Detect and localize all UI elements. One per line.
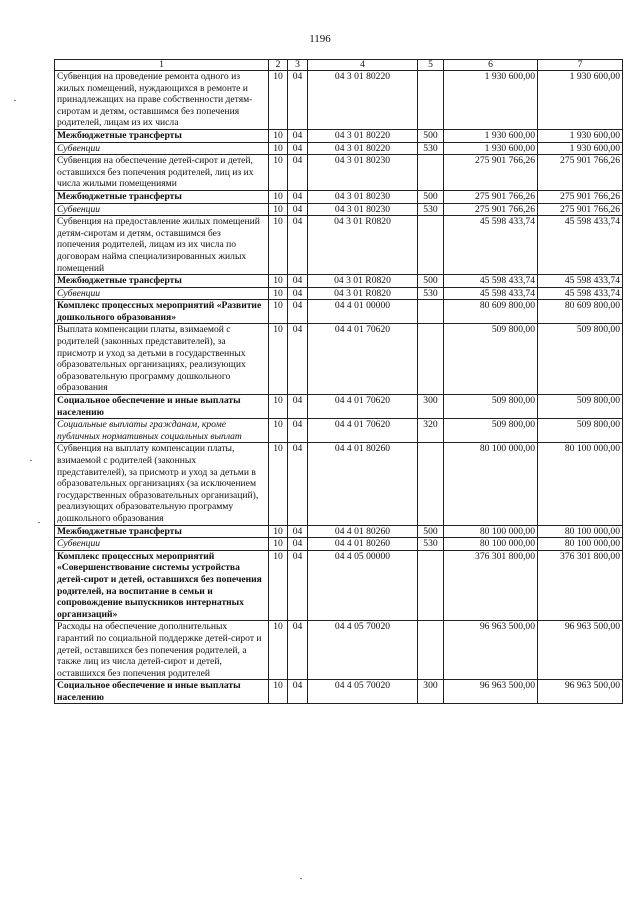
row-amount-col7: 1 930 600,00 xyxy=(538,142,623,155)
row-amount-col6: 1 930 600,00 xyxy=(444,129,538,142)
row-section: 10 xyxy=(269,550,288,621)
row-amount-col7: 509 800,00 xyxy=(538,395,623,419)
row-expense-type xyxy=(418,155,444,191)
table-row xyxy=(55,550,623,621)
row-amount-col6: 509 800,00 xyxy=(444,419,538,443)
row-section: 10 xyxy=(269,324,288,395)
budget-table xyxy=(54,59,623,704)
row-section: 10 xyxy=(269,216,288,275)
row-amount-col7: 80 609 800,00 xyxy=(538,300,623,324)
row-subsection: 04 xyxy=(288,538,308,551)
row-expense-type xyxy=(418,550,444,621)
row-amount-col6: 80 100 000,00 xyxy=(444,525,538,538)
row-expense-type xyxy=(418,443,444,525)
row-subsection: 04 xyxy=(288,300,308,324)
row-name: Субвенция на проведение ремонта одного из жилых помещений, нуждающихся в ремонте и принадлежащих на праве собственности детям-сиротам и детям, оставшимся без попечения родителей, лицам из их числа xyxy=(55,71,269,130)
row-name: Субвенция на предоставление жилых помещений детям-сиротам и детям, оставшимся без попечения родителей, лицам из их числа по договорам найма специализированных жилых помещений xyxy=(55,216,269,275)
row-amount-col7: 80 100 000,00 xyxy=(538,525,623,538)
row-subsection: 04 xyxy=(288,395,308,419)
row-name: Межбюджетные трансферты xyxy=(55,129,269,142)
row-target-article: 04 3 01 80230 xyxy=(308,155,418,191)
row-subsection: 04 xyxy=(288,550,308,621)
row-amount-col7: 45 598 433,74 xyxy=(538,287,623,300)
table-row xyxy=(55,621,623,680)
row-section: 10 xyxy=(269,300,288,324)
table-row xyxy=(55,680,623,704)
row-target-article: 04 4 01 70620 xyxy=(308,324,418,395)
table-row xyxy=(55,538,623,551)
row-name: Социальное обеспечение и иные выплаты населению xyxy=(55,680,269,704)
scan-speck xyxy=(300,878,302,879)
row-section: 10 xyxy=(269,275,288,288)
header-col-6: 6 xyxy=(444,60,538,71)
row-amount-col6: 96 963 500,00 xyxy=(444,680,538,704)
row-name: Выплата компенсации платы, взимаемой с родителей (законных представителей), за присмотр и уход за детьми в государственных образовательных организациях, реализующих образовательную программу дошкольного образования xyxy=(55,324,269,395)
row-subsection: 04 xyxy=(288,287,308,300)
row-amount-col6: 80 100 000,00 xyxy=(444,443,538,525)
table-header-row xyxy=(55,60,623,71)
table-row xyxy=(55,142,623,155)
row-amount-col6: 45 598 433,74 xyxy=(444,216,538,275)
row-section: 10 xyxy=(269,155,288,191)
row-expense-type xyxy=(418,216,444,275)
row-section: 10 xyxy=(269,395,288,419)
row-name: Субвенция на выплату компенсации платы, взимаемой с родителей (законных представителей), за присмотр и уход за детьми в образовательных организациях (за исключением государственных образовательных организаций), реализующих образовательную программу дошкольного образования xyxy=(55,443,269,525)
row-subsection: 04 xyxy=(288,275,308,288)
table-row xyxy=(55,443,623,525)
row-amount-col6: 275 901 766,26 xyxy=(444,203,538,216)
row-amount-col7: 45 598 433,74 xyxy=(538,216,623,275)
row-name: Социальное обеспечение и иные выплаты населению xyxy=(55,395,269,419)
table-row xyxy=(55,419,623,443)
row-target-article: 04 3 01 80230 xyxy=(308,190,418,203)
row-amount-col6: 275 901 766,26 xyxy=(444,190,538,203)
row-section: 10 xyxy=(269,680,288,704)
row-subsection: 04 xyxy=(288,142,308,155)
row-name: Межбюджетные трансферты xyxy=(55,275,269,288)
row-section: 10 xyxy=(269,129,288,142)
row-amount-col6: 1 930 600,00 xyxy=(444,71,538,130)
row-amount-col6: 376 301 800,00 xyxy=(444,550,538,621)
row-expense-type: 500 xyxy=(418,275,444,288)
table-row xyxy=(55,190,623,203)
scan-speck xyxy=(38,522,40,523)
row-amount-col6: 1 930 600,00 xyxy=(444,142,538,155)
row-expense-type xyxy=(418,324,444,395)
row-section: 10 xyxy=(269,190,288,203)
row-target-article: 04 4 05 00000 xyxy=(308,550,418,621)
row-name: Субвенции xyxy=(55,203,269,216)
header-col-7: 7 xyxy=(538,60,623,71)
row-amount-col7: 509 800,00 xyxy=(538,419,623,443)
row-subsection: 04 xyxy=(288,324,308,395)
row-target-article: 04 3 01 80220 xyxy=(308,142,418,155)
row-amount-col6: 275 901 766,26 xyxy=(444,155,538,191)
table-body xyxy=(55,71,623,704)
row-expense-type: 300 xyxy=(418,395,444,419)
row-target-article: 04 3 01 R0820 xyxy=(308,216,418,275)
row-amount-col7: 1 930 600,00 xyxy=(538,71,623,130)
row-expense-type xyxy=(418,300,444,324)
row-section: 10 xyxy=(269,71,288,130)
row-amount-col7: 275 901 766,26 xyxy=(538,203,623,216)
row-name: Комплекс процессных мероприятий «Совершенствование системы устройства детей-сирот и детей, оставшихся без попечения родителей, на воспитание в семьи и сопровождение выпускников интернатных организаций» xyxy=(55,550,269,621)
row-target-article: 04 4 01 00000 xyxy=(308,300,418,324)
row-subsection: 04 xyxy=(288,621,308,680)
row-name: Субвенция на обеспечение детей-сирот и детей, оставшихся без попечения родителей, лиц из их числа жилыми помещениями xyxy=(55,155,269,191)
row-name: Межбюджетные трансферты xyxy=(55,525,269,538)
row-expense-type: 500 xyxy=(418,525,444,538)
row-target-article: 04 3 01 80220 xyxy=(308,71,418,130)
table-row xyxy=(55,324,623,395)
row-name: Социальные выплаты гражданам, кроме публичных нормативных социальных выплат xyxy=(55,419,269,443)
row-expense-type: 530 xyxy=(418,538,444,551)
row-amount-col7: 275 901 766,26 xyxy=(538,155,623,191)
row-expense-type: 530 xyxy=(418,203,444,216)
row-target-article: 04 3 01 80230 xyxy=(308,203,418,216)
row-target-article: 04 4 01 80260 xyxy=(308,538,418,551)
row-name: Комплекс процессных мероприятий «Развитие дошкольного образования» xyxy=(55,300,269,324)
row-target-article: 04 3 01 R0820 xyxy=(308,287,418,300)
row-name: Расходы на обеспечение дополнительных гарантий по социальной поддержке детей-сирот и детей, оставшихся без попечения родителей, а также лиц из числа детей-сирот и детей, оставшихся без попечения родителей xyxy=(55,621,269,680)
row-target-article: 04 3 01 80220 xyxy=(308,129,418,142)
row-amount-col7: 80 100 000,00 xyxy=(538,443,623,525)
row-amount-col7: 45 598 433,74 xyxy=(538,275,623,288)
row-amount-col7: 1 930 600,00 xyxy=(538,129,623,142)
row-amount-col6: 45 598 433,74 xyxy=(444,287,538,300)
row-amount-col6: 509 800,00 xyxy=(444,324,538,395)
row-section: 10 xyxy=(269,203,288,216)
row-subsection: 04 xyxy=(288,216,308,275)
page-number: 1196 xyxy=(309,33,331,45)
row-name: Субвенции xyxy=(55,142,269,155)
table-row xyxy=(55,71,623,130)
row-amount-col7: 96 963 500,00 xyxy=(538,680,623,704)
scan-speck xyxy=(14,100,16,101)
row-expense-type xyxy=(418,621,444,680)
row-target-article: 04 4 01 70620 xyxy=(308,395,418,419)
row-target-article: 04 4 05 70020 xyxy=(308,621,418,680)
row-expense-type: 530 xyxy=(418,142,444,155)
row-target-article: 04 4 01 70620 xyxy=(308,419,418,443)
header-col-4: 4 xyxy=(308,60,418,71)
row-subsection: 04 xyxy=(288,419,308,443)
row-expense-type: 500 xyxy=(418,129,444,142)
row-subsection: 04 xyxy=(288,155,308,191)
row-expense-type: 300 xyxy=(418,680,444,704)
row-subsection: 04 xyxy=(288,203,308,216)
header-col-1: 1 xyxy=(55,60,269,71)
table-row xyxy=(55,300,623,324)
table-row xyxy=(55,216,623,275)
table-row xyxy=(55,275,623,288)
row-section: 10 xyxy=(269,621,288,680)
row-section: 10 xyxy=(269,538,288,551)
row-subsection: 04 xyxy=(288,129,308,142)
table-row xyxy=(55,155,623,191)
header-col-5: 5 xyxy=(418,60,444,71)
table-row xyxy=(55,395,623,419)
row-section: 10 xyxy=(269,443,288,525)
row-name: Субвенции xyxy=(55,287,269,300)
row-target-article: 04 4 01 80260 xyxy=(308,525,418,538)
row-expense-type: 320 xyxy=(418,419,444,443)
table-row xyxy=(55,203,623,216)
table-row xyxy=(55,525,623,538)
table-row xyxy=(55,287,623,300)
row-section: 10 xyxy=(269,419,288,443)
row-amount-col7: 275 901 766,26 xyxy=(538,190,623,203)
row-target-article: 04 3 01 R0820 xyxy=(308,275,418,288)
row-target-article: 04 4 01 80260 xyxy=(308,443,418,525)
table-row xyxy=(55,129,623,142)
row-amount-col6: 80 609 800,00 xyxy=(444,300,538,324)
row-amount-col6: 509 800,00 xyxy=(444,395,538,419)
row-subsection: 04 xyxy=(288,525,308,538)
row-amount-col7: 80 100 000,00 xyxy=(538,538,623,551)
row-amount-col6: 80 100 000,00 xyxy=(444,538,538,551)
row-amount-col7: 96 963 500,00 xyxy=(538,621,623,680)
header-col-2: 2 xyxy=(269,60,288,71)
scan-speck xyxy=(30,460,32,461)
row-expense-type xyxy=(418,71,444,130)
row-subsection: 04 xyxy=(288,71,308,130)
row-subsection: 04 xyxy=(288,680,308,704)
row-name: Межбюджетные трансферты xyxy=(55,190,269,203)
row-amount-col6: 96 963 500,00 xyxy=(444,621,538,680)
row-subsection: 04 xyxy=(288,190,308,203)
row-amount-col7: 509 800,00 xyxy=(538,324,623,395)
row-subsection: 04 xyxy=(288,443,308,525)
row-section: 10 xyxy=(269,142,288,155)
row-amount-col7: 376 301 800,00 xyxy=(538,550,623,621)
row-expense-type: 500 xyxy=(418,190,444,203)
row-section: 10 xyxy=(269,525,288,538)
row-target-article: 04 4 05 70020 xyxy=(308,680,418,704)
row-name: Субвенции xyxy=(55,538,269,551)
row-amount-col6: 45 598 433,74 xyxy=(444,275,538,288)
row-section: 10 xyxy=(269,287,288,300)
header-col-3: 3 xyxy=(288,60,308,71)
row-expense-type: 530 xyxy=(418,287,444,300)
